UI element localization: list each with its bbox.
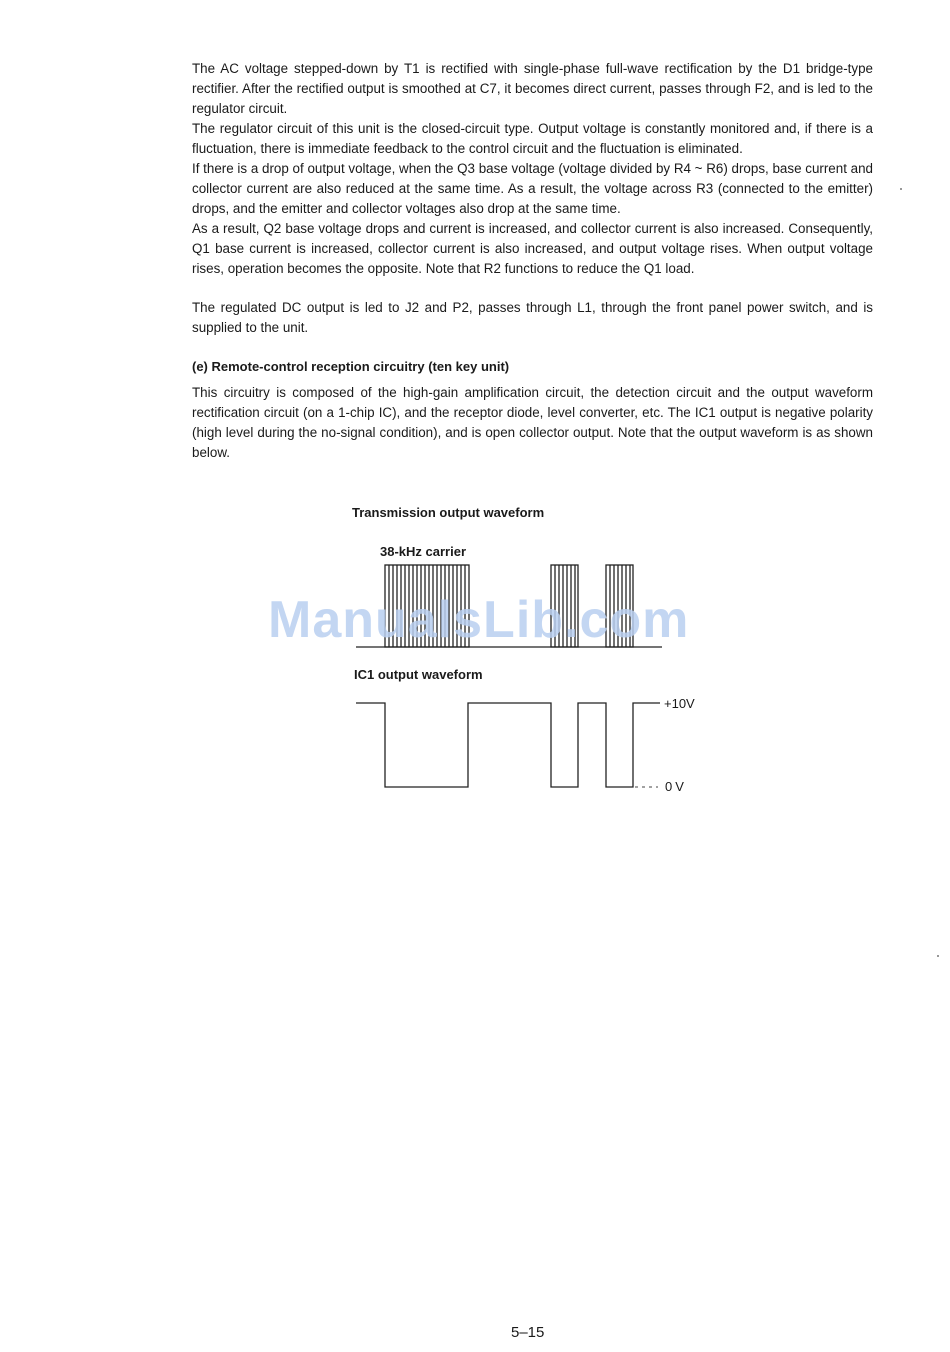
paragraph-q2-q1: As a result, Q2 base voltage drops and current is increased, and collector current is also increased. Consequently, Q1 base current is increased, collector current is also increased, and output voltage rises. When output voltage rises, operation becomes the opposite. Note that R2 functions to reduce the Q1 load. [192,221,873,276]
paragraph-dc-output: The regulated DC output is led to J2 and P2, passes through L1, through the front panel power switch, and is supplied to the unit. [192,300,873,335]
paragraph-rectifier: The AC voltage stepped-down by T1 is rectified with single-phase full-wave rectification by the D1 bridge-type rectifier. After the rectified output is smoothed at C7, it becomes direct current, passes through F2, and is led to the regulator circuit. [192,61,873,116]
ic1-waveform-title: IC1 output waveform [354,667,483,682]
high-level-label: +10V [664,696,695,711]
transmission-waveform-title: Transmission output waveform [352,505,545,520]
section-paragraph: This circuitry is composed of the high-gain amplification circuit, the detection circuit and the output waveform rectification circuit (on a 1-chip IC), and the receptor diode, level converter, etc. The IC1 output is negative polarity (high level during the no-signal condition), and is open collector output. Note that the output waveform is as shown below. [192,385,873,460]
paragraph-regulator: The regulator circuit of this unit is the closed-circuit type. Output voltage is constantly monitored and, if there is a fluctuation, there is immediate feedback to the control circuit and the fluctuation is eliminated. [192,121,873,156]
scan-speck [900,188,902,190]
paragraph-voltage-drop: If there is a drop of output voltage, when the Q3 base voltage (voltage divided by R4 ~ R6) drops, base current and collector current are also reduced at the same time. As a result, the voltage across R3 (connected to the emitter) drops, and the emitter and collector voltages also drop at the same time. [192,161,873,216]
low-level-label: 0V [665,779,687,794]
ic1-output-trace [356,703,660,787]
watermark: ManualsLib.com [268,591,690,649]
scan-speck [937,955,939,957]
section-heading: (e) Remote-control reception circuitry (ten key unit) [192,359,510,374]
page-number: 5–15 [511,1324,545,1341]
carrier-label: 38-kHz carrier [380,544,466,559]
